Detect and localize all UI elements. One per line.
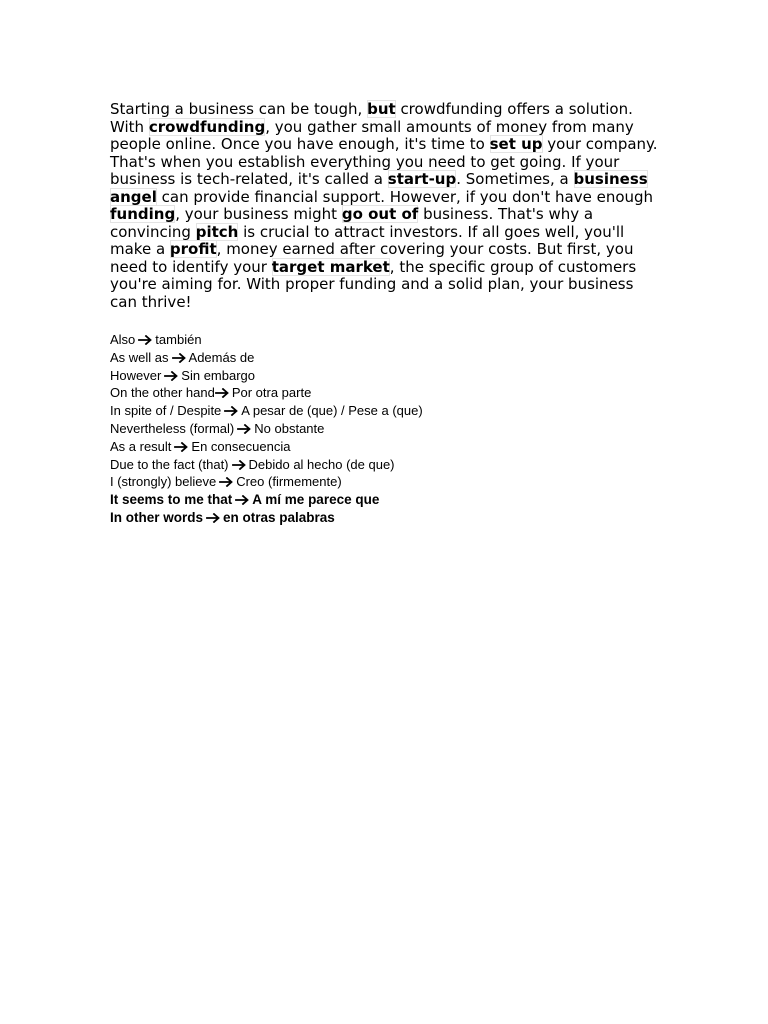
english-connector: I (strongly) believe: [110, 474, 217, 490]
spanish-translation: Sin embargo: [181, 367, 256, 383]
vocab-item: [110, 420, 610, 438]
english-connector: In other words: [110, 509, 204, 525]
spanish-translation: Por otra parte: [231, 385, 312, 401]
key-term: go out of: [341, 205, 419, 223]
paragraph-text: , the specific group of customers you're aiming for. With proper funding and a solid plan, your business can thrive!: [110, 257, 637, 311]
paragraph-text: Starting a business can be tough,: [110, 100, 368, 118]
english-connector: On the other hand: [110, 385, 215, 401]
right-arrow-icon: [164, 371, 178, 381]
paragraph-text: , you gather small amounts of money from many people online. Once you have enough, it's time to: [110, 117, 634, 153]
english-connector: Nevertheless (formal): [110, 420, 235, 436]
english-connector: It seems to me that: [110, 492, 233, 508]
english-connector: In spite of / Despite: [110, 403, 222, 419]
vocab-item: [110, 384, 610, 402]
spanish-translation: Debido al hecho (de que): [248, 456, 395, 472]
english-connector: As a result: [110, 438, 172, 454]
vocab-item: [110, 438, 610, 456]
paragraph-text: , your business might: [175, 205, 342, 223]
right-arrow-icon: [215, 388, 229, 398]
spanish-translation: en otras palabras: [223, 509, 335, 525]
paragraph-text: . Sometimes, a: [456, 170, 574, 188]
english-connector: Also: [110, 332, 136, 347]
paragraph-text: , money earned after covering your costs. But first, you need to identify your: [110, 240, 634, 276]
english-connector: However: [110, 367, 162, 383]
connectors-vocabulary-list: [110, 331, 610, 527]
spanish-translation: No obstante: [254, 420, 325, 436]
key-term: crowdfunding: [148, 117, 266, 136]
paragraph-text: is crucial to attract investors. If all goes well, you'll make a: [110, 222, 625, 258]
paragraph-text: your company. That's when you establish everything you need to get going. If your business is tech-related, it's called a: [110, 135, 658, 188]
paragraph-text: crowdfunding offers a solution. With: [110, 100, 633, 136]
spanish-translation: En consecuencia: [191, 438, 291, 454]
right-arrow-icon: [237, 424, 251, 434]
right-arrow-icon: [219, 477, 233, 487]
vocab-item: [110, 367, 610, 385]
english-connector: Due to the fact (that): [110, 456, 229, 472]
vocab-item: [110, 331, 610, 349]
right-arrow-icon: [224, 406, 238, 416]
key-term: target market: [271, 257, 390, 276]
vocab-item: [110, 349, 610, 367]
spanish-translation: Además de: [188, 349, 255, 365]
key-term: set up: [489, 135, 543, 153]
vocab-item: [110, 509, 610, 527]
key-term: pitch: [195, 222, 239, 241]
right-arrow-icon: [206, 513, 220, 523]
crowdfunding-paragraph: [110, 101, 660, 311]
right-arrow-icon: [232, 460, 246, 470]
english-connector: As well as: [110, 349, 169, 365]
right-arrow-icon: [235, 495, 249, 505]
right-arrow-icon: [138, 335, 152, 345]
right-arrow-icon: [172, 353, 186, 363]
right-arrow-icon: [174, 442, 188, 452]
spanish-translation: Creo (firmemente): [236, 474, 342, 490]
spanish-translation: A mí me parece que: [252, 492, 380, 508]
paragraph-text: business. That's why a convincing: [110, 205, 594, 241]
spanish-translation: también: [155, 332, 202, 347]
key-term: profit: [169, 240, 217, 258]
vocab-item: [110, 402, 610, 420]
key-term: business angel: [110, 170, 648, 206]
key-term: start-up: [387, 170, 457, 188]
key-term: but: [367, 100, 396, 118]
vocab-item: [110, 491, 610, 509]
key-term: funding: [110, 205, 176, 223]
spanish-translation: A pesar de (que) / Pese a (que): [241, 403, 423, 419]
paragraph-text: can provide financial support. However, if you don't have enough: [156, 187, 654, 206]
vocab-item: [110, 456, 610, 474]
vocab-item: [110, 473, 610, 491]
